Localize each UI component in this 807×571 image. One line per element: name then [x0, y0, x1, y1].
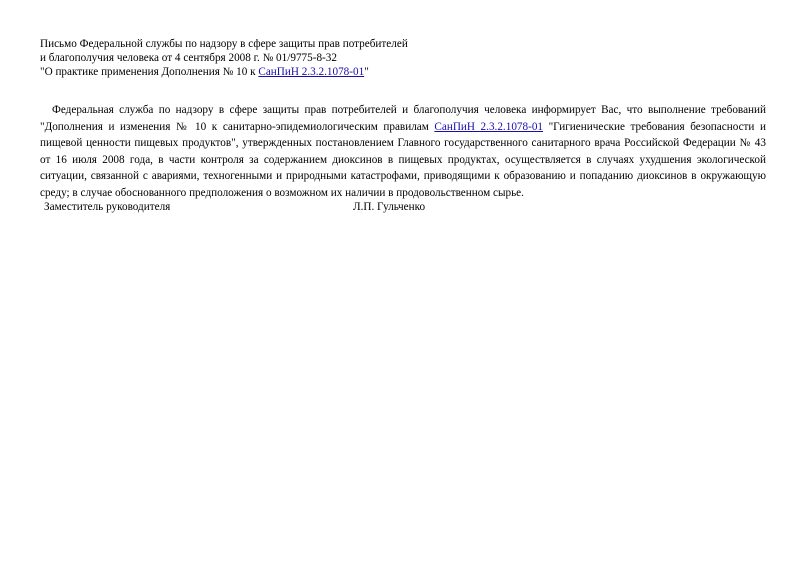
header-sanpin-link[interactable]: СанПиН 2.3.2.1078-01	[258, 66, 365, 78]
letter-body-part-2: "Гигиенические требования безопасности и пищевой ценности пищевых продуктов", утвержденных постановлением Главного государственного санитарного врача Российской Федерации № 43 от 16 июля 2008 года, в части контроля за содержанием диоксинов в пищевых продуктах, осуществляется в случаях ухудшения экологической ситуации, связанной с авариями, техногенными и природными катастрофами, приводящими к образованию и попаданию диоксинов в окружающую среду; в случае обоснованного предположения о возможном их наличии в продовольственном сырье.	[40, 120, 766, 199]
body-sanpin-link[interactable]: СанПиН 2.3.2.1078-01	[434, 120, 544, 133]
signatory-role: Заместитель руководителя	[44, 201, 171, 213]
header-line-2: и благополучия человека от 4 сентября 2008 г. № 01/9775-8-32	[40, 52, 337, 64]
header-line-3-prefix: "О практике применения Дополнения № 10 к	[40, 66, 259, 78]
header-line-1: Письмо Федеральной службы по надзору в сфере защиты прав потребителей	[40, 38, 408, 50]
header-line-3-suffix: "	[364, 66, 369, 78]
document-header	[40, 37, 780, 79]
signature-block	[40, 200, 780, 216]
signatory-name: Л.П. Гульченко	[353, 201, 426, 213]
letter-body-part-1: Федеральная служба по надзору в сфере защиты прав потребителей и благополучия человека информирует Вас, что выполнение требований "Дополнения и изменения № 10 к санитарно-эпидемиологическим правилам	[40, 104, 766, 133]
letter-body	[40, 102, 766, 201]
header-line-3	[40, 65, 780, 79]
